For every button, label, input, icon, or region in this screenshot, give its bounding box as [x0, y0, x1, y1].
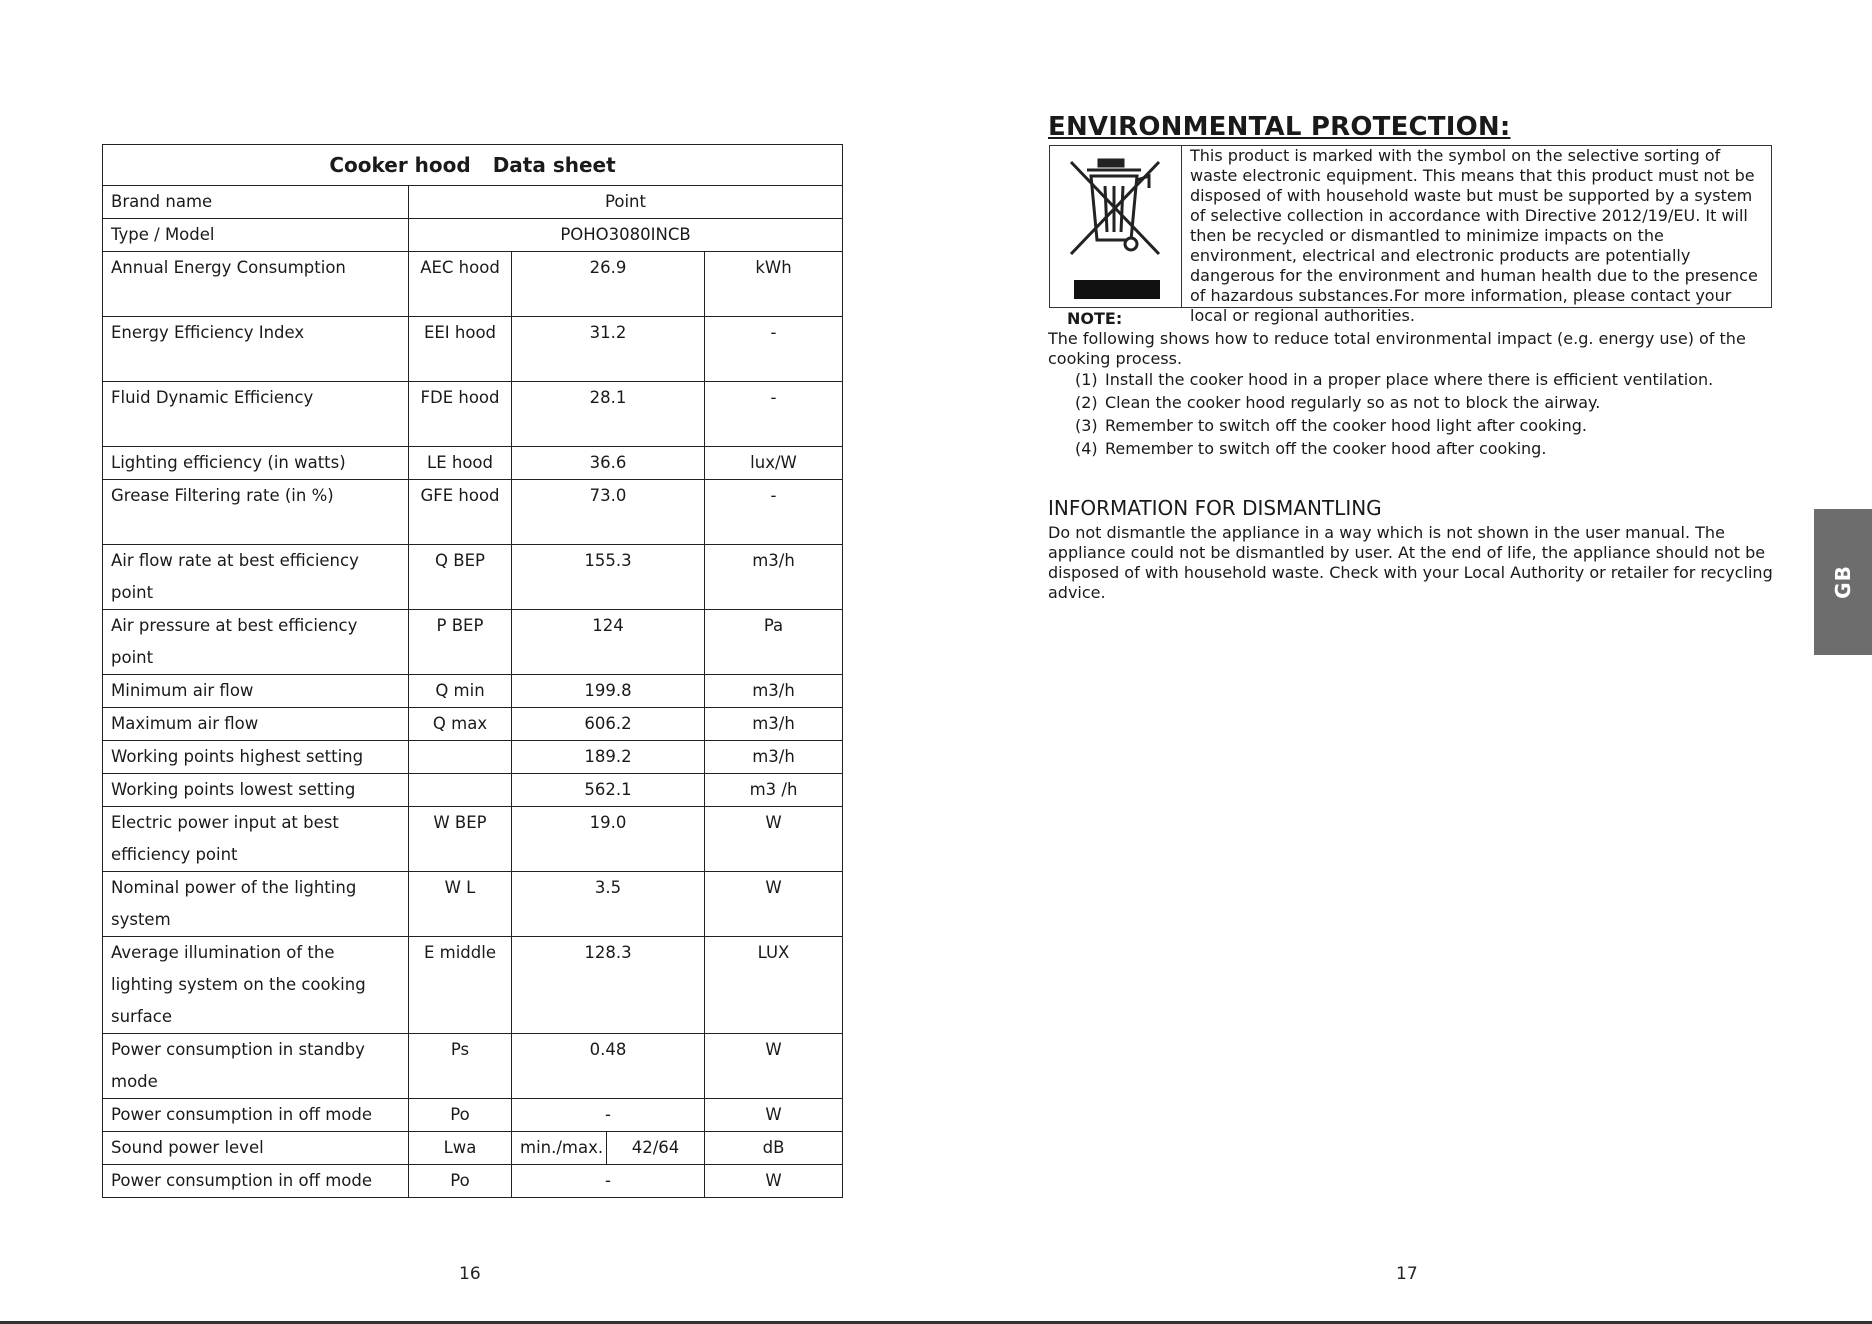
- row-symbol: FDE hood: [409, 382, 512, 447]
- row-symbol: P BEP: [409, 610, 512, 675]
- table-row: [103, 382, 843, 447]
- sound-unit: dB: [705, 1132, 843, 1165]
- row-unit: m3/h: [705, 675, 843, 708]
- row-unit: LUX: [705, 937, 843, 1034]
- brand-label: Brand name: [103, 186, 409, 219]
- row-label: Energy Efficiency Index: [103, 317, 409, 382]
- last-unit: W: [705, 1165, 843, 1198]
- table-row: [103, 317, 843, 382]
- table-row: [103, 937, 843, 1034]
- table-row: [103, 872, 843, 937]
- model-value: POHO3080INCB: [409, 219, 843, 252]
- row-symbol: W L: [409, 872, 512, 937]
- tip-item: [1075, 437, 1713, 460]
- row-symbol: E middle: [409, 937, 512, 1034]
- row-label: Working points highest setting: [103, 741, 409, 774]
- page-number-left: 16: [459, 1264, 481, 1284]
- tip-text: Remember to switch off the cooker hood light after cooking.: [1105, 416, 1587, 435]
- row-unit: -: [705, 382, 843, 447]
- table-row-brand: [103, 186, 843, 219]
- crossed-out-wheelie-bin-icon: [1065, 154, 1165, 299]
- row-value: -: [512, 1099, 705, 1132]
- table-row: [103, 545, 843, 610]
- row-value: 31.2: [512, 317, 705, 382]
- row-symbol: GFE hood: [409, 480, 512, 545]
- row-value: 124: [512, 610, 705, 675]
- row-value: 199.8: [512, 675, 705, 708]
- tip-number: (3): [1075, 416, 1098, 435]
- table-row: [103, 675, 843, 708]
- row-unit: Pa: [705, 610, 843, 675]
- row-unit: -: [705, 317, 843, 382]
- row-value: 28.1: [512, 382, 705, 447]
- page-number-right: 17: [1396, 1264, 1418, 1284]
- row-label: Working points lowest setting: [103, 774, 409, 807]
- tip-number: (1): [1075, 370, 1098, 389]
- row-symbol: Po: [409, 1099, 512, 1132]
- data-sheet-title-product: Cooker hood: [329, 153, 471, 177]
- table-row-sound: [103, 1132, 843, 1165]
- environmental-text: This product is marked with the symbol on the selective sorting of waste electronic equipment. This means that this product must not be disposed of with household waste but must be supported by a system of selective collection in accordance with Directive 2012/19/EU. It will then be recycled or dismantled to minimize impacts on the environment, electrical and electronic products are potentially dangerous for the environment and human health due to the presence of hazardous substances.For more information, please contact your local or regional authorities.: [1190, 146, 1758, 325]
- row-unit: W: [705, 807, 843, 872]
- tip-number: (2): [1075, 393, 1098, 412]
- tip-text: Install the cooker hood in a proper place where there is efficient ventilation.: [1105, 370, 1714, 389]
- row-label: Lighting efficiency (in watts): [103, 447, 409, 480]
- tip-item: [1075, 414, 1713, 437]
- row-label: Power consumption in standby mode: [103, 1034, 409, 1099]
- sound-value: 42/64: [631, 1138, 680, 1157]
- note-intro: The following shows how to reduce total environmental impact (e.g. energy use) of the cooking process.: [1048, 329, 1746, 368]
- tips-list: [1075, 368, 1713, 460]
- row-unit: kWh: [705, 252, 843, 317]
- table-row: [103, 1099, 843, 1132]
- row-label: Maximum air flow: [103, 708, 409, 741]
- row-value: 128.3: [512, 937, 705, 1034]
- row-symbol: Q min: [409, 675, 512, 708]
- row-unit: m3 /h: [705, 774, 843, 807]
- row-label: Average illumination of the lighting system on the cooking surface: [103, 937, 409, 1034]
- row-value: 73.0: [512, 480, 705, 545]
- row-symbol: LE hood: [409, 447, 512, 480]
- row-label: Air pressure at best efficiency point: [103, 610, 409, 675]
- dismantling-body: Do not dismantle the appliance in a way which is not shown in the user manual. The appliance could not be dismantled by user. At the end of life, the appliance should not be disposed of with household waste. Check with your Local Authority or retailer for recycling advice.: [1048, 523, 1773, 602]
- row-label: Power consumption in off mode: [103, 1099, 409, 1132]
- row-unit: m3/h: [705, 741, 843, 774]
- table-row: [103, 252, 843, 317]
- table-row-model: [103, 219, 843, 252]
- table-row: [103, 1034, 843, 1099]
- row-unit: m3/h: [705, 545, 843, 610]
- language-tab: [1814, 509, 1872, 655]
- row-symbol: W BEP: [409, 807, 512, 872]
- brand-value: Point: [409, 186, 843, 219]
- table-row: [103, 610, 843, 675]
- row-symbol: Q BEP: [409, 545, 512, 610]
- row-symbol: Ps: [409, 1034, 512, 1099]
- dismantling-title: INFORMATION FOR DISMANTLING: [1048, 496, 1382, 520]
- last-value: -: [512, 1165, 705, 1198]
- table-row: [103, 807, 843, 872]
- table-row-last: [103, 1165, 843, 1198]
- data-sheet-title-sheet: Data sheet: [492, 153, 616, 177]
- row-label: Minimum air flow: [103, 675, 409, 708]
- row-symbol: [409, 741, 512, 774]
- table-row: [103, 708, 843, 741]
- row-value: 3.5: [512, 872, 705, 937]
- tip-text: Clean the cooker hood regularly so as not to block the airway.: [1105, 393, 1601, 412]
- row-value: 0.48: [512, 1034, 705, 1099]
- data-sheet-table: [102, 144, 843, 1198]
- last-label: Power consumption in off mode: [103, 1165, 409, 1198]
- tip-number: (4): [1075, 439, 1098, 458]
- row-value: 155.3: [512, 545, 705, 610]
- sound-label: Sound power level: [103, 1132, 409, 1165]
- row-unit: W: [705, 872, 843, 937]
- row-symbol: EEI hood: [409, 317, 512, 382]
- data-sheet-title: [103, 145, 843, 186]
- row-unit: W: [705, 1034, 843, 1099]
- model-label: Type / Model: [103, 219, 409, 252]
- row-value: 26.9: [512, 252, 705, 317]
- row-unit: m3/h: [705, 708, 843, 741]
- row-label: Annual Energy Consumption: [103, 252, 409, 317]
- last-symbol: Po: [409, 1165, 512, 1198]
- tip-item: [1075, 368, 1713, 391]
- sound-sub-label: min./max.: [512, 1132, 607, 1164]
- row-value: 189.2: [512, 741, 705, 774]
- sound-value-cell: [512, 1132, 705, 1165]
- row-symbol: [409, 774, 512, 807]
- table-row: [103, 741, 843, 774]
- row-symbol: AEC hood: [409, 252, 512, 317]
- sound-symbol: Lwa: [409, 1132, 512, 1165]
- language-tab-label: GB: [1830, 565, 1855, 599]
- weee-symbol-cell: [1050, 146, 1182, 307]
- row-unit: -: [705, 480, 843, 545]
- table-row: [103, 447, 843, 480]
- right-page: [936, 0, 1872, 1324]
- row-unit: W: [705, 1099, 843, 1132]
- row-label: Nominal power of the lighting system: [103, 872, 409, 937]
- row-label: Electric power input at best efficiency point: [103, 807, 409, 872]
- row-label: Grease Filtering rate (in %): [103, 480, 409, 545]
- note-label: NOTE:: [1067, 309, 1123, 328]
- row-value: 606.2: [512, 708, 705, 741]
- table-row: [103, 774, 843, 807]
- row-value: 562.1: [512, 774, 705, 807]
- row-unit: lux/W: [705, 447, 843, 480]
- row-symbol: Q max: [409, 708, 512, 741]
- row-label: Air flow rate at best efficiency point: [103, 545, 409, 610]
- row-value: 19.0: [512, 807, 705, 872]
- tip-text: Remember to switch off the cooker hood after cooking.: [1105, 439, 1547, 458]
- environmental-protection-title: ENVIRONMENTAL PROTECTION:: [1048, 112, 1511, 142]
- row-value: 36.6: [512, 447, 705, 480]
- table-row: [103, 480, 843, 545]
- row-label: Fluid Dynamic Efficiency: [103, 382, 409, 447]
- tip-item: [1075, 391, 1713, 414]
